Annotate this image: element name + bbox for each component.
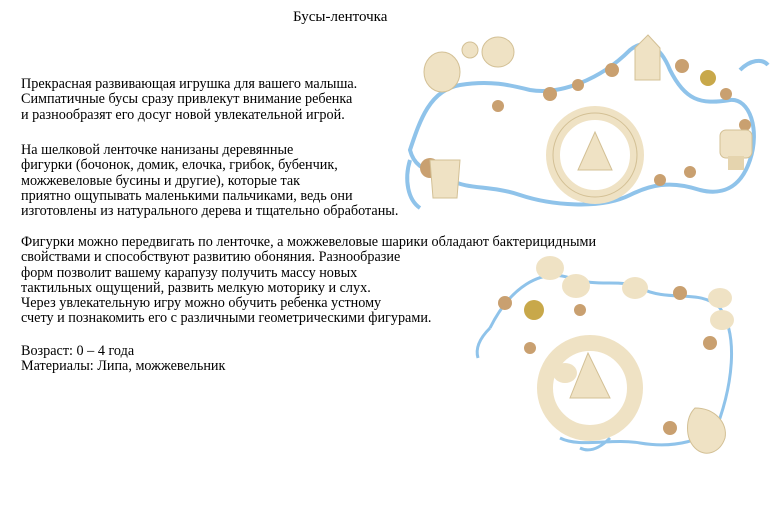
product-photo-bottom	[470, 248, 770, 468]
round-bead	[536, 256, 564, 280]
text-line: можжевеловые бусины и другие), которые так	[21, 172, 301, 189]
page-title: Бусы-ленточка	[293, 9, 388, 25]
age-spec: Возраст: 0 – 4 года	[21, 343, 135, 359]
text-line: Симпатичные бусы сразу привлекут внимание ребенка	[21, 91, 353, 108]
juniper-bead	[574, 304, 586, 316]
text-line: Фигурки можно передвигать по ленточке, а можжевеловые шарики обладают бактерицидными	[21, 234, 597, 250]
text-line: тактильных ощущений, развить мелкую моторику и слух.	[21, 279, 371, 296]
juniper-bead	[684, 166, 696, 178]
text-line: свойствами и способствуют развитию обоняния. Разнообразие	[21, 249, 401, 266]
intro-paragraph	[21, 77, 357, 123]
juniper-bead	[543, 87, 557, 101]
text-line: фигурки (бочонок, домик, елочка, грибок, бубенчик,	[21, 157, 338, 174]
description-paragraph	[21, 143, 398, 219]
round-bead	[482, 37, 514, 67]
juniper-bead	[498, 296, 512, 310]
ribbon-end	[477, 328, 490, 358]
round-bead	[462, 42, 478, 58]
ribbon-end	[407, 160, 420, 208]
juniper-bead	[720, 88, 732, 100]
juniper-bead	[654, 174, 666, 186]
round-bead	[562, 274, 590, 298]
text-line: Через увлекательную игру можно обучить ребенка устному	[21, 295, 382, 312]
stacked-figure	[710, 310, 734, 330]
house-figure	[635, 35, 660, 80]
product-photo-top	[400, 30, 770, 220]
juniper-bead	[572, 79, 584, 91]
mushroom-figure	[720, 130, 752, 158]
juniper-bead	[663, 421, 677, 435]
juniper-bead	[673, 286, 687, 300]
text-line: счету и познакомить его с различными геометрическими фигурами.	[21, 310, 432, 327]
juniper-bead	[605, 63, 619, 77]
barrel-bead	[424, 52, 460, 92]
bell-figure	[524, 300, 544, 320]
juniper-bead	[492, 100, 504, 112]
ribbon	[410, 44, 754, 204]
mushroom-stem	[728, 156, 744, 170]
juniper-bead	[524, 342, 536, 354]
materials-spec: Материалы: Липа, можжевельник	[21, 358, 226, 375]
text-line: приятно ощупывать маленькими пальчиками, ведь они	[21, 187, 353, 204]
bell-figure	[700, 70, 716, 86]
text-line: форм позволит вашему карапузу получить массу новых	[21, 264, 358, 281]
text-line: изготовлены из натурального дерева и тщательно обработаны.	[21, 203, 399, 220]
stacked-figure	[708, 288, 732, 308]
round-bead	[553, 363, 577, 383]
barrel-figure	[430, 160, 460, 198]
text-line: и разнообразят его досуг новой увлекательной игрой.	[21, 106, 345, 123]
text-line: На шелковой ленточке нанизаны деревянные	[21, 142, 294, 158]
juniper-bead	[675, 59, 689, 73]
specs-block	[21, 344, 225, 375]
juniper-bead	[739, 119, 751, 131]
ribbon-end	[740, 61, 768, 70]
round-bead	[622, 277, 648, 299]
text-line: Прекрасная развивающая игрушка для вашего малыша.	[21, 76, 358, 92]
juniper-bead	[703, 336, 717, 350]
tree-figure	[578, 132, 612, 170]
